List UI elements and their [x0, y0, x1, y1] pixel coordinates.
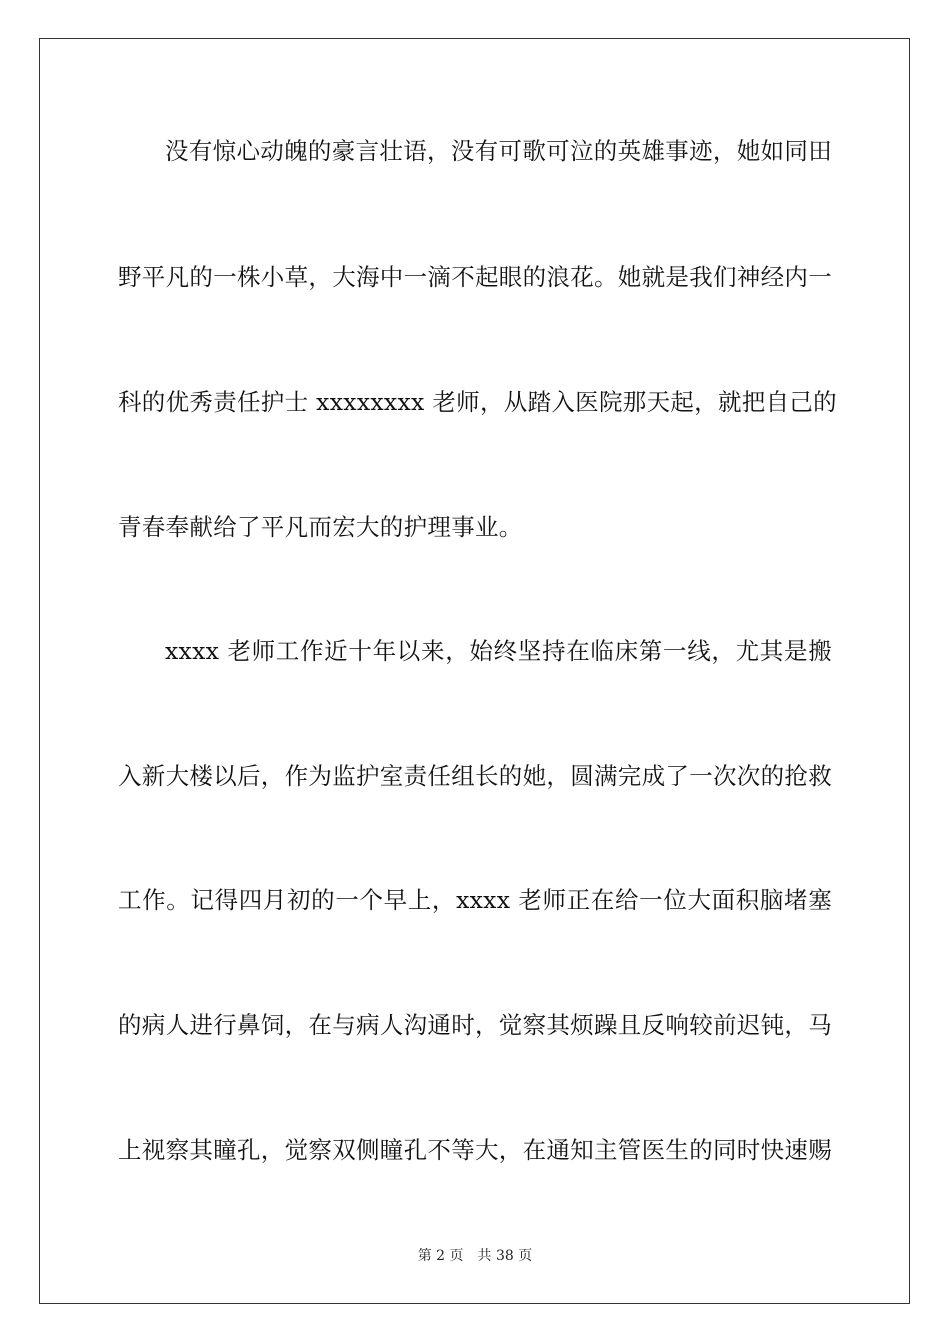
page-number: 第 2 页 [417, 1248, 464, 1264]
paragraph-1-line-3: 科的优秀责任护士 xxxxxxxx 老师，从踏入医院那天起，就把自己的 [118, 388, 837, 416]
paragraph-2-line-4: 的病人进行鼻饲，在与病人沟通时，觉察其烦躁且反响较前迟钝，马 [118, 1011, 832, 1039]
paragraph-2-line-3: 工作。记得四月初的一个早上，xxxx 老师正在给一位大面积脑堵塞 [118, 886, 832, 914]
paragraph-1-line-1: 没有惊心动魄的豪言壮语，没有可歌可泣的英雄事迹，她如同田 [165, 137, 832, 165]
paragraph-2-line-1: xxxx 老师工作近十年以来，始终坚持在临床第一线，尤其是搬 [165, 637, 832, 665]
paragraph-2-line-5: 上视察其瞳孔，觉察双侧瞳孔不等大，在通知主管医生的同时快速赐 [118, 1136, 832, 1164]
page-total: 共 38 页 [477, 1248, 533, 1264]
paragraph-2-line-2: 入新大楼以后，作为监护室责任组长的她，圆满完成了一次次的抢救 [118, 762, 832, 790]
page-frame [39, 38, 910, 1304]
paragraph-1-line-4: 青春奉献给了平凡而宏大的护理事业。 [118, 513, 523, 541]
page-footer [0, 1247, 950, 1265]
paragraph-1-line-2: 野平凡的一株小草，大海中一滴不起眼的浪花。她就是我们神经内一 [118, 263, 832, 291]
